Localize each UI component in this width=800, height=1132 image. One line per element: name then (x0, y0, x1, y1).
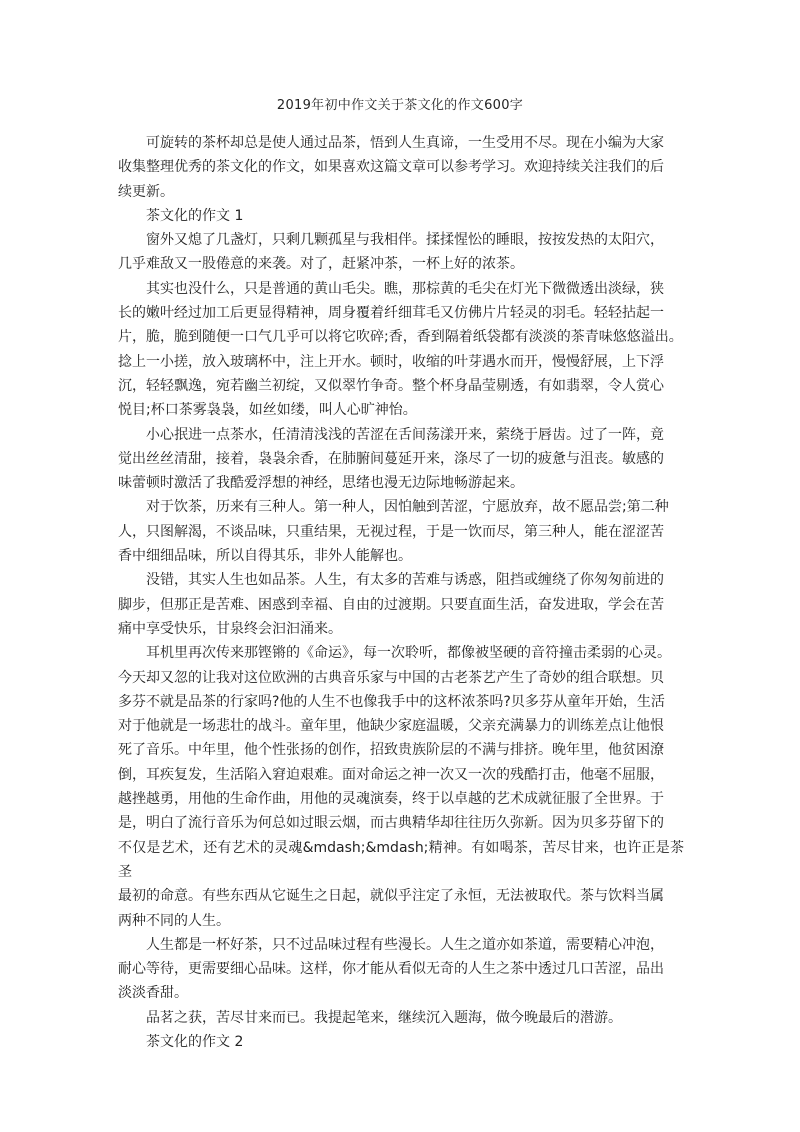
body-paragraph: 人生都是一杯好茶，只不过品味过程有些漫长。人生之道亦如茶道，需要精心冲泡， 耐心等待，更需要细心品味。这样，你才能从看似无奇的人生之茶中透过几口苦涩，品出 淡淡香甜。 (118, 936, 664, 1002)
document-body (118, 131, 684, 1054)
body-paragraph: 耳机里再次传来那铿锵的《命运》，每一次聆听，都像被坚硬的音符撞击柔弱的心灵。 今天却又忽的让我对这位欧洲的古典音乐家与中国的古老茶艺产生了奇妙的组合联想。贝 多芬不就是品茶的行家吗?他的人生不也像我手中的这杯浓茶吗?贝多芬从童年开始，生活 对于他就是一场悲壮的战斗。童年里，他缺少家庭温暖，父亲充满暴力的训练差点让他恨 死了音乐。中年里，他个性张扬的创作，招致贵族阶层的不满与排挤。晚年里，他贫困潦 倒，耳疾复发，生活陷入窘迫艰难。面对命运之神一次又一次的残酷打击，他毫不屈服， 越挫越勇，用他的生命作曲，用他的灵魂演奏，终于以卓越的艺术成就征服了全世界。于 是，明白了流行音乐为何总如过眼云烟，而古典精华却往往历久弥新。因为贝多芬留下的 不仅是艺术，还有艺术的灵魂&mdash;&mdash;精神。有如喝茶，苦尽甘来，也许正是茶圣 最初的命意。有些东西从它诞生之日起，就似乎注定了永恒，无法被取代。茶与饮料当属 两种不同的人生。 (118, 645, 684, 929)
body-paragraph: 小心抿进一点茶水，任清清浅浅的苦涩在舌间荡漾开来，萦绕于唇齿。过了一阵，竟 觉出丝丝清甜，接着，袅袅余香，在肺腑间蔓延开来，涤尽了一切的疲惫与沮丧。敏感的 味蕾顿时激活了我酷爱浮想的神经，思绪也漫无边际地畅游起来。 (118, 426, 664, 492)
body-paragraph: 对于饮茶，历来有三种人。第一种人，因怕触到苦涩，宁愿放弃，故不愿品尝;第二种 人，只图解渴，不谈品味，只重结果，无视过程，于是一饮而尽，第三种人，能在涩涩苦 香中细细品味，所以自得其乐，非外人能解也。 (118, 499, 669, 565)
body-paragraph: 窗外又熄了几盏灯，只剩几颗孤星与我相伴。揉揉惺忪的睡眼，按按发热的太阳穴， 几乎难敌又一股倦意的来袭。对了，赶紧冲茶，一杯上好的浓茶。 (118, 232, 664, 273)
intro-paragraph: 可旋转的茶杯却总是使人通过品茶，悟到人生真谛，一生受用不尽。现在小编为大家 收集整理优秀的茶文化的作文，如果喜欢这篇文章可以参考学习。欢迎持续关注我们的后 续更新。 (118, 135, 664, 200)
body-paragraph: 品茗之获，苦尽甘来而已。我提起笔来，继续沉入题海，做今晚最后的潜游。 (146, 1009, 622, 1026)
section-heading-2: 茶文化的作文 2 (146, 1033, 244, 1050)
body-paragraph: 其实也没什么，只是普通的黄山毛尖。瞧，那棕黄的毛尖在灯光下微微透出淡绿，狭 长的嫩叶经过加工后更显得精神，周身覆着纤细茸毛又仿佛片片轻灵的羽毛。轻轻拈起一 片，脆，脆到随便一口气几乎可以将它吹碎;香，香到隔着纸袋都有淡淡的茶青味悠悠溢出。 捻上一小搓，放入玻璃杯中，注上开水。顿时，收缩的叶芽遇水而开，慢慢舒展，上下浮 沉，轻轻飘逸，宛若幽兰初绽，又似翠竹争奇。整个杯身晶莹剔透，有如翡翠，令人赏心 悦目;杯口茶雾袅袅，如丝如缕，叫人心旷神怡。 (118, 280, 683, 419)
document-title: 2019年初中作文关于茶文化的作文600字 (276, 98, 524, 113)
section-heading-1: 茶文化的作文 1 (146, 207, 244, 224)
body-paragraph: 没错，其实人生也如品茶。人生，有太多的苦难与诱惑，阻挡或缠绕了你匆匆前进的 脚步，但那正是苦难、困惑到幸福、自由的过渡期。只要直面生活，奋发进取，学会在苦 痛中享受快乐，甘泉终会汩汩涌来。 (118, 572, 664, 637)
